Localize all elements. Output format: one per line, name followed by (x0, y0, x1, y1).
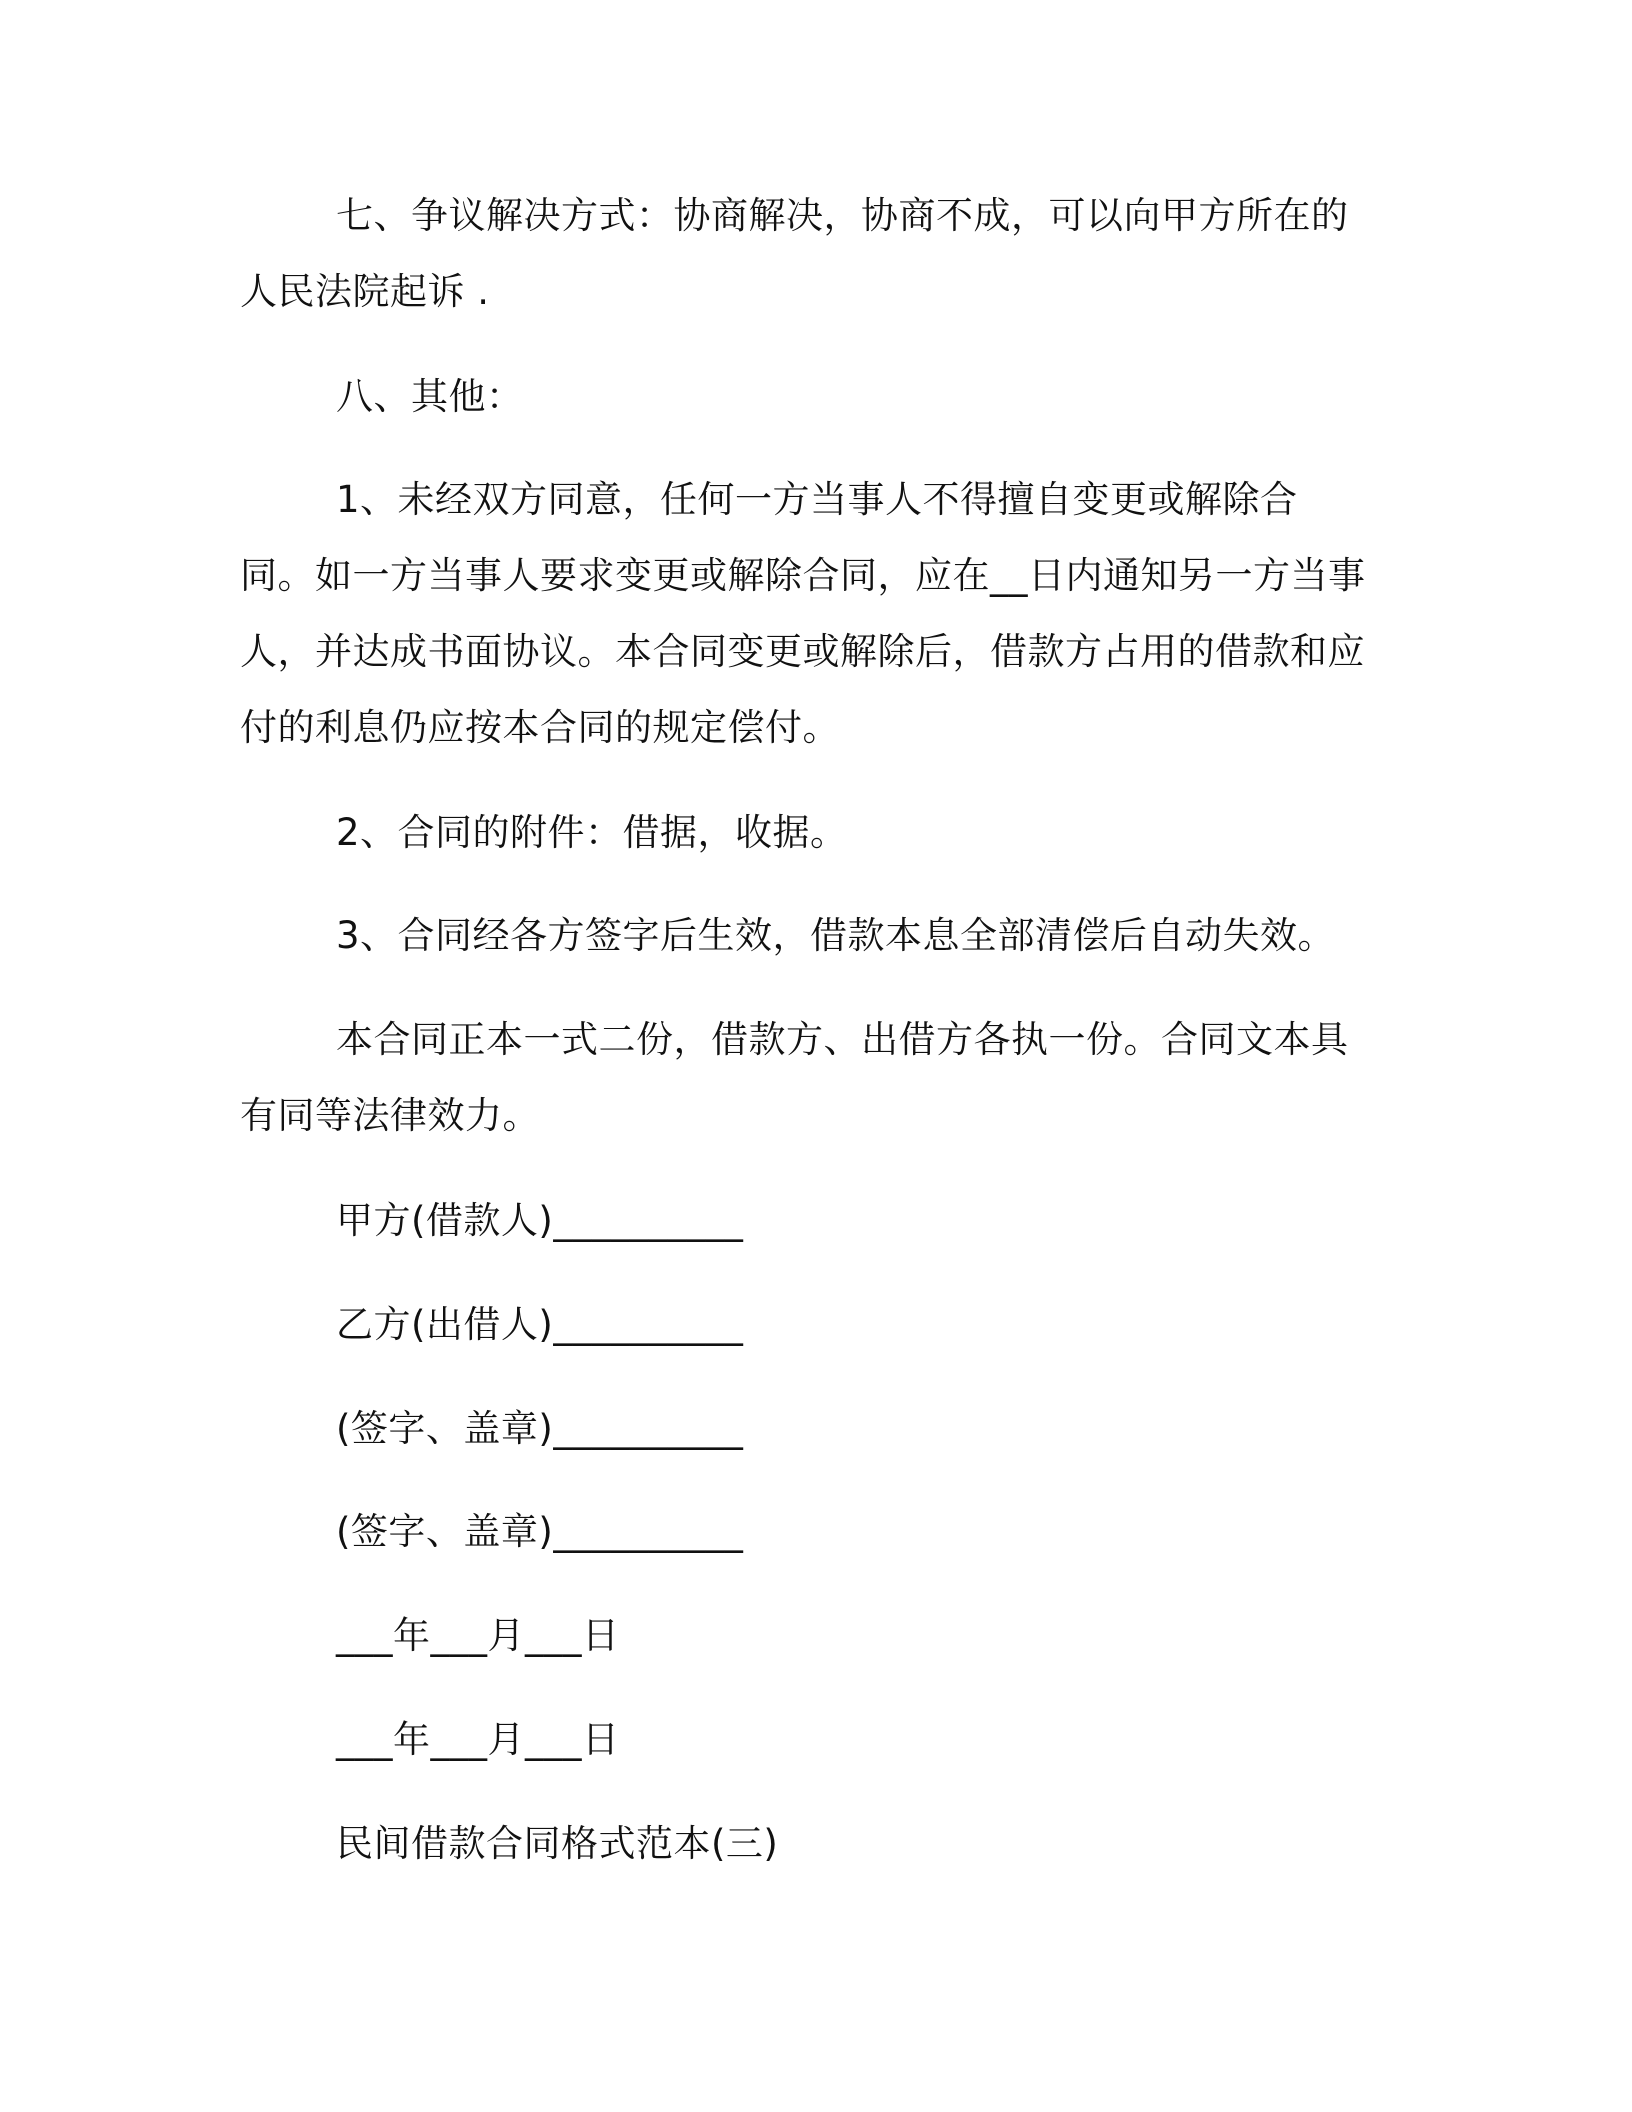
paragraph-copies: 本合同正本一式二份，借款方、出借方各执一份。合同文本具有同等法律效力。 (240, 1018, 1349, 1137)
next-section-title: 民间借款合同格式范本(三) (336, 1822, 779, 1865)
paragraph-clause-1: 1、未经双方同意，任何一方当事人不得擅自变更或解除合同。如一方当事人要求变更或解除合同，应在__日内通知另一方当事人，并达成书面协议。本合同变更或解除后，借款方占用的借款和应付的利息仍应按本合同的规定偿付。 (240, 478, 1366, 749)
date-line-2: ___年___月___日 (336, 1718, 620, 1761)
signature-line-party-b: 乙方(出借人)__________ (336, 1303, 744, 1346)
paragraph-other-heading: 八、其他： (336, 375, 524, 418)
paragraph-clause-2: 2、合同的附件：借据，收据。 (336, 811, 848, 854)
signature-line-party-a: 甲方(借款人)__________ (336, 1199, 744, 1242)
paragraph-dispute-resolution: 七、争议解决方式：协商解决，协商不成，可以向甲方所在的人民法院起诉 . (240, 194, 1349, 313)
signature-seal-line-2: (签字、盖章)__________ (336, 1510, 744, 1553)
signature-seal-line-1: (签字、盖章)__________ (336, 1407, 744, 1450)
paragraph-clause-3: 3、合同经各方签字后生效，借款本息全部清偿后自动失效。 (336, 914, 1336, 957)
date-line-1: ___年___月___日 (336, 1614, 620, 1657)
